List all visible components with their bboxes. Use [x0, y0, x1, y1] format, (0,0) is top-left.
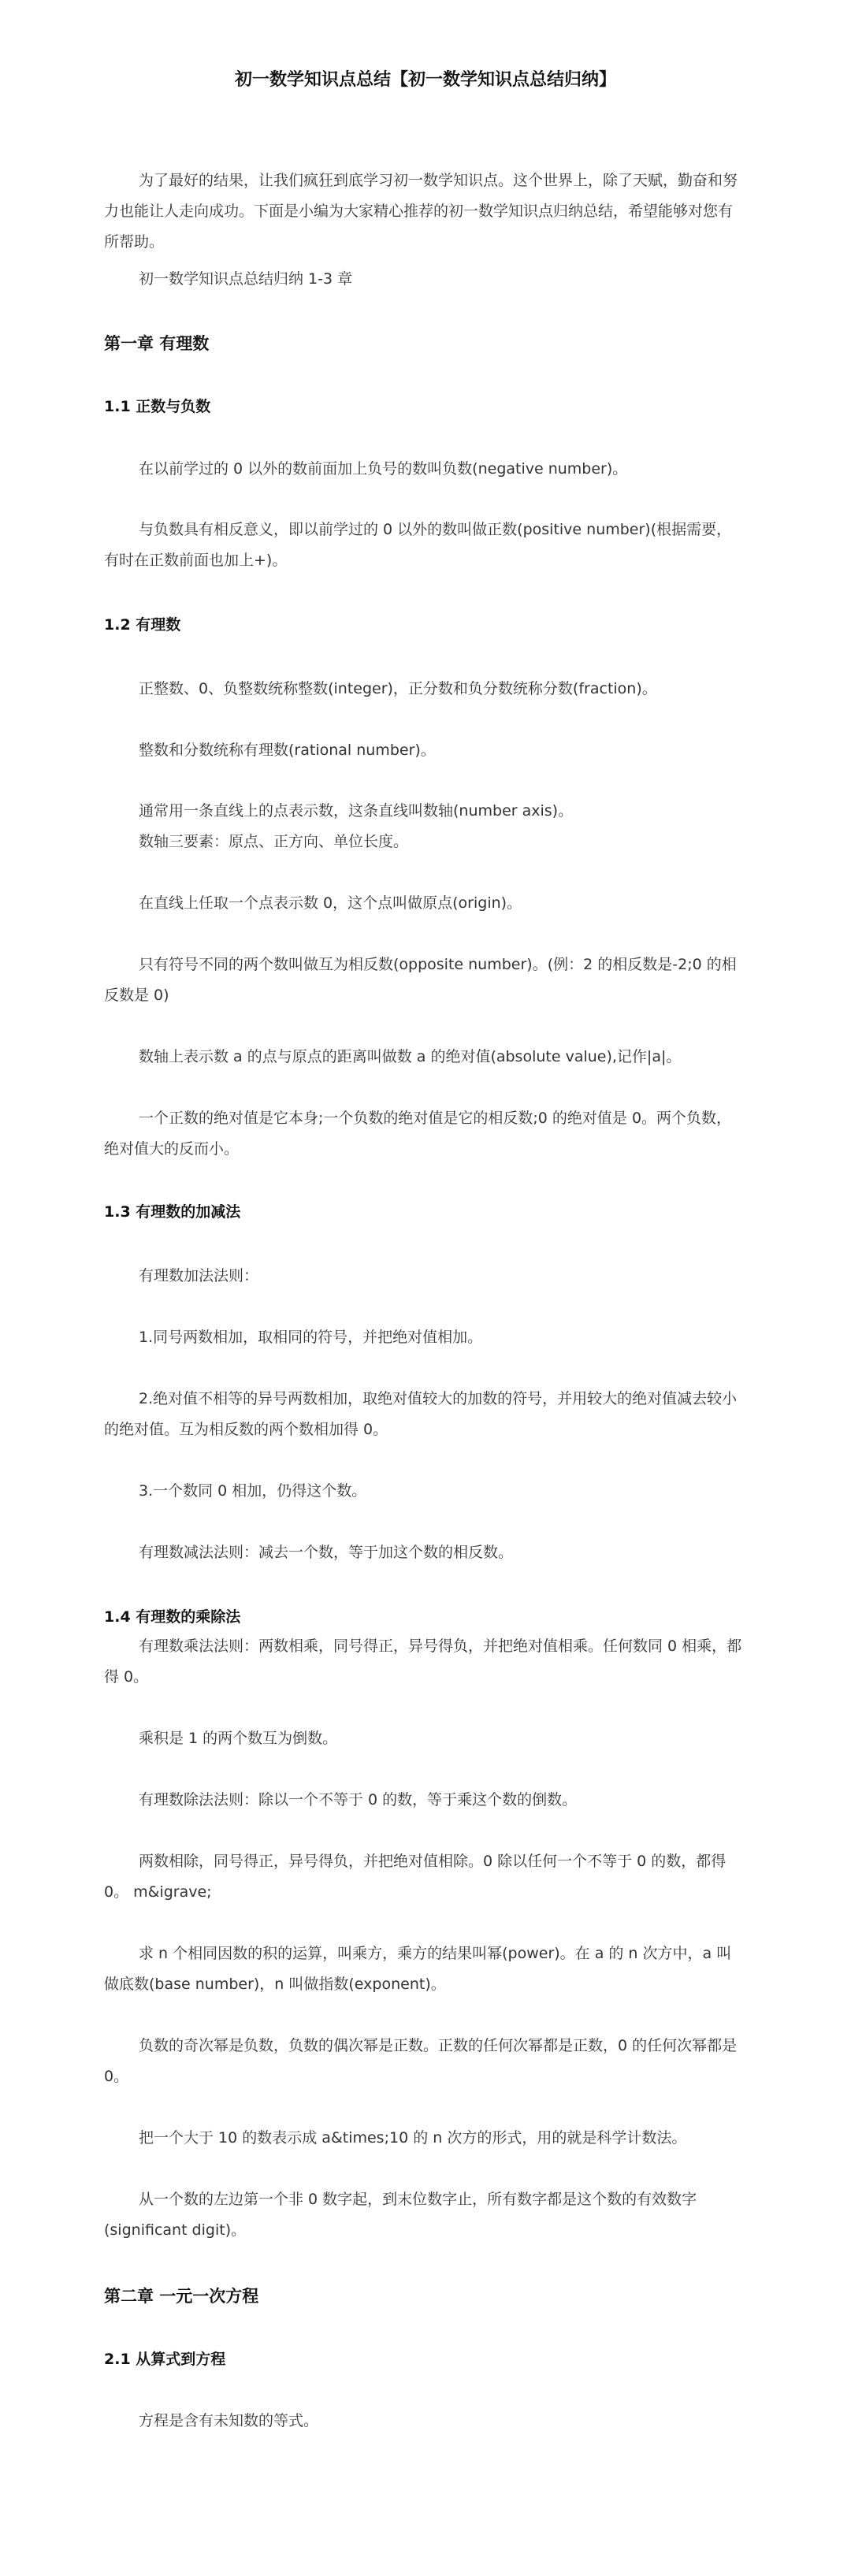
paragraph: 与负数具有相反意义，即以前学过的 0 以外的数叫做正数(positive number)(根据需要，有时在正数前面也加上+)。 [104, 521, 732, 569]
paragraph: 1.同号两数相加，取相同的符号，并把绝对值相加。 [139, 1329, 483, 1346]
paragraph: 在直线上任取一个点表示数 0，这个点叫做原点(origin)。 [139, 894, 522, 912]
page-title: 初一数学知识点总结【初一数学知识点总结归纳】 [234, 70, 616, 90]
paragraph: 有理数减法法则：减去一个数，等于加这个数的相反数。 [139, 1544, 514, 1561]
paragraph: 方程是含有未知数的等式。 [139, 2412, 319, 2429]
paragraph: 有理数加法法则： [139, 1267, 259, 1284]
chapter-range-subtitle: 初一数学知识点总结归纳 1-3 章 [139, 270, 353, 288]
paragraph: 从一个数的左边第一个非 0 数字起，到末位数字止，所有数字都是这个数的有效数字(significant digit)。 [104, 2191, 697, 2239]
paragraph: 把一个大于 10 的数表示成 a&times;10 的 n 次方的形式，用的就是科学计数法。 [139, 2129, 687, 2147]
paragraph: 数轴三要素：原点、正方向、单位长度。 [139, 833, 409, 850]
chapter-1-heading: 第一章 有理数 [104, 334, 210, 353]
paragraph: 整数和分数统称有理数(rational number)。 [139, 742, 436, 759]
section-1-1-heading: 1.1 正数与负数 [104, 398, 211, 415]
paragraph: 3.一个数同 0 相加，仍得这个数。 [139, 1482, 367, 1500]
paragraph: 通常用一条直线上的点表示数，这条直线叫数轴(number axis)。 [139, 802, 574, 820]
paragraph: 有理数除法法则：除以一个不等于 0 的数，等于乘这个数的倒数。 [139, 1791, 578, 1808]
paragraph: 两数相除，同号得正，异号得负，并把绝对值相除。0 除以任何一个不等于 0 的数，都得 0。 m&igrave; [104, 1853, 727, 1901]
paragraph: 只有符号不同的两个数叫做互为相反数(opposite number)。(例：2 的相反数是-2;0 的相反数是 0) [104, 956, 737, 1004]
paragraph: 一个正数的绝对值是它本身;一个负数的绝对值是它的相反数;0 的绝对值是 0。两个负数，绝对值大的反而小。 [104, 1110, 732, 1158]
section-1-3-heading: 1.3 有理数的加减法 [104, 1203, 241, 1221]
paragraph: 2.绝对值不相等的异号两数相加，取绝对值较大的加数的符号，并用较大的绝对值减去较小的绝对值。互为相反数的两个数相加得 0。 [104, 1390, 738, 1438]
paragraph: 数轴上表示数 a 的点与原点的距离叫做数 a 的绝对值(absolute value),记作|a|。 [139, 1048, 682, 1065]
paragraph: 正整数、0、负整数统称整数(integer)，正分数和负分数统称分数(fraction)。 [139, 680, 657, 697]
chapter-2-heading: 第二章 一元一次方程 [104, 2287, 259, 2306]
paragraph: 在以前学过的 0 以外的数前面加上负号的数叫负数(negative number)。 [139, 460, 628, 478]
paragraph: 求 n 个相同因数的积的运算，叫乘方，乘方的结果叫幂(power)。在 a 的 n 次方中，a 叫做底数(base number)，n 叫做指数(exponent)。 [104, 1945, 732, 1993]
paragraph: 有理数乘法法则：两数相乘，同号得正，异号得负，并把绝对值相乘。任何数同 0 相乘，都得 0。 [104, 1637, 742, 1686]
paragraph: 乘积是 1 的两个数互为倒数。 [139, 1730, 338, 1747]
paragraph: 负数的奇次幂是负数，负数的偶次幂是正数。正数的任何次幂都是正数，0 的任何次幂都是 0。 [104, 2037, 738, 2085]
section-1-2-heading: 1.2 有理数 [104, 616, 181, 634]
section-2-1-heading: 2.1 从算式到方程 [104, 2351, 226, 2368]
intro-paragraph: 为了最好的结果，让我们疯狂到底学习初一数学知识点。这个世界上，除了天赋，勤奋和努力也能让人走向成功。下面是小编为大家精心推荐的初一数学知识点归纳总结，希望能够对您有所帮助。 [104, 172, 738, 251]
section-1-4-heading: 1.4 有理数的乘除法 [104, 1608, 241, 1626]
